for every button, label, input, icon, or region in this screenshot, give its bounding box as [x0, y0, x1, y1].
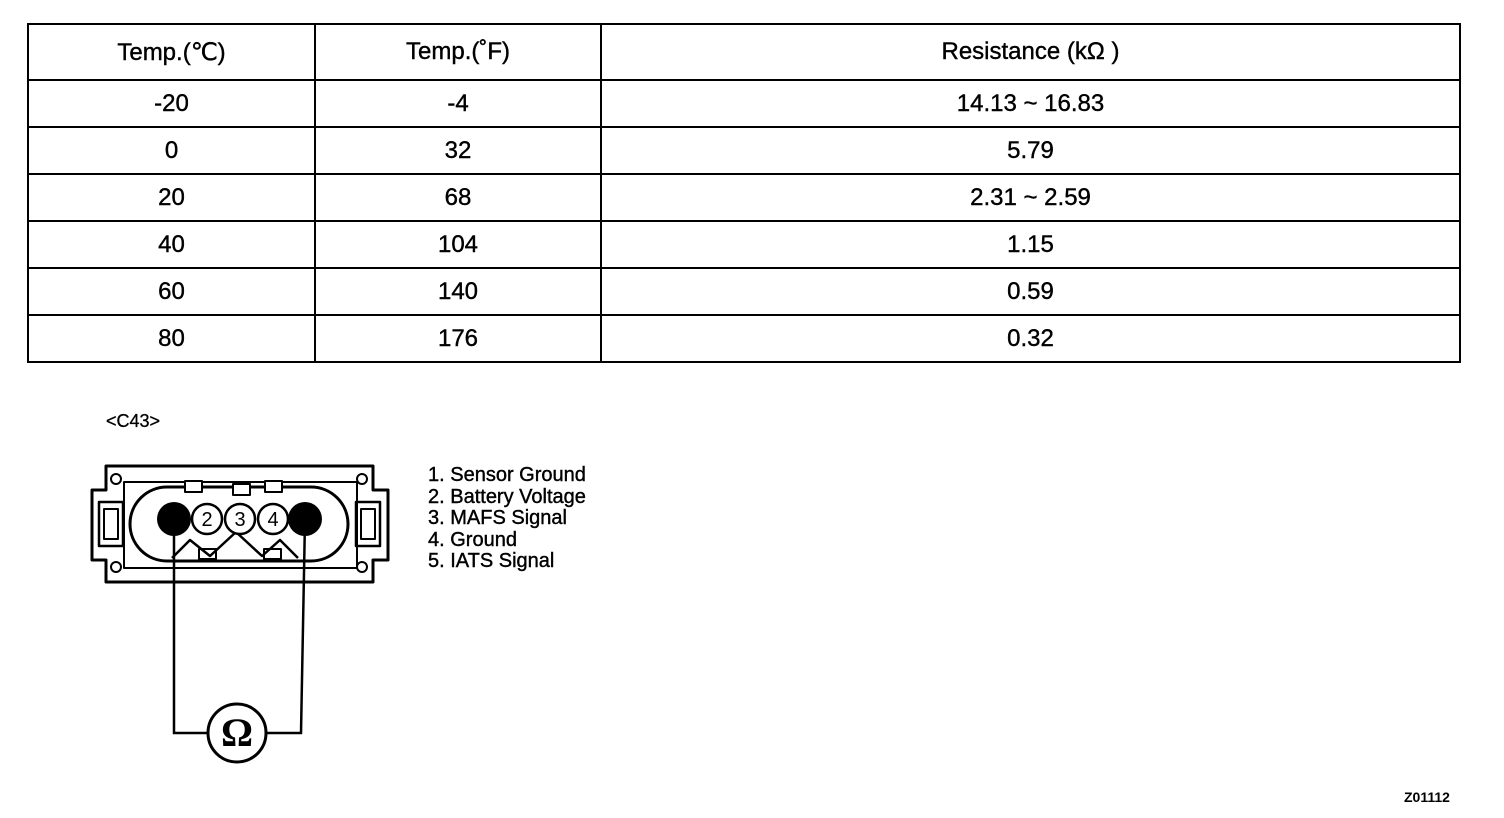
cell-temp-f: 140 — [315, 268, 601, 315]
mount-hole — [111, 562, 121, 572]
cell-temp-c: 80 — [28, 315, 315, 362]
cell-temp-c: 20 — [28, 174, 315, 221]
legend-item: 1. Sensor Ground — [428, 464, 586, 486]
cell-resistance: 0.32 — [601, 315, 1460, 362]
mount-hole — [111, 474, 121, 484]
right-latch-slot — [361, 509, 375, 539]
header-resistance: Resistance (kΩ ) — [601, 24, 1460, 80]
legend-item: 3. MAFS Signal — [428, 507, 567, 530]
cell-resistance: 14.13 ~ 16.83 — [601, 80, 1460, 127]
left-latch-slot — [104, 509, 118, 539]
cell-temp-f: 68 — [315, 174, 601, 221]
connector-diagram — [0, 0, 640, 818]
cell-temp-f: 104 — [315, 221, 601, 268]
cell-temp-c: 60 — [28, 268, 315, 315]
cell-temp-f: 32 — [315, 127, 601, 174]
pin-3-label: 3 — [234, 509, 246, 531]
cell-temp-f: -4 — [315, 80, 601, 127]
cell-resistance: 5.79 — [601, 127, 1460, 174]
mount-hole — [357, 562, 367, 572]
mount-hole — [357, 474, 367, 484]
figure-id: Z01112 — [1404, 789, 1450, 805]
ohmmeter — [208, 704, 266, 762]
header-temp-celsius: Temp.(℃) — [28, 24, 315, 80]
cell-temp-f: 176 — [315, 315, 601, 362]
top-key — [233, 484, 250, 495]
top-key — [185, 481, 202, 492]
cell-resistance: 2.31 ~ 2.59 — [601, 174, 1460, 221]
cell-temp-c: 40 — [28, 221, 315, 268]
header-temp-fahrenheit: Temp.(˚F) — [315, 24, 601, 80]
pin-2-label: 2 — [201, 509, 213, 531]
legend-item: 4. Ground — [428, 528, 517, 551]
cell-resistance: 1.15 — [601, 221, 1460, 268]
pin-4-label: 4 — [267, 509, 279, 531]
cell-temp-c: -20 — [28, 80, 315, 127]
cell-temp-c: 0 — [28, 127, 315, 174]
top-key — [265, 481, 282, 492]
ohm-symbol: Ω — [220, 710, 254, 755]
connector-id-label: <C43> — [106, 411, 161, 431]
legend-item: 5. IATS Signal — [428, 550, 555, 573]
pin-legend — [428, 465, 586, 573]
legend-item: 2. Battery Voltage — [428, 485, 586, 508]
cell-resistance: 0.59 — [601, 268, 1460, 315]
